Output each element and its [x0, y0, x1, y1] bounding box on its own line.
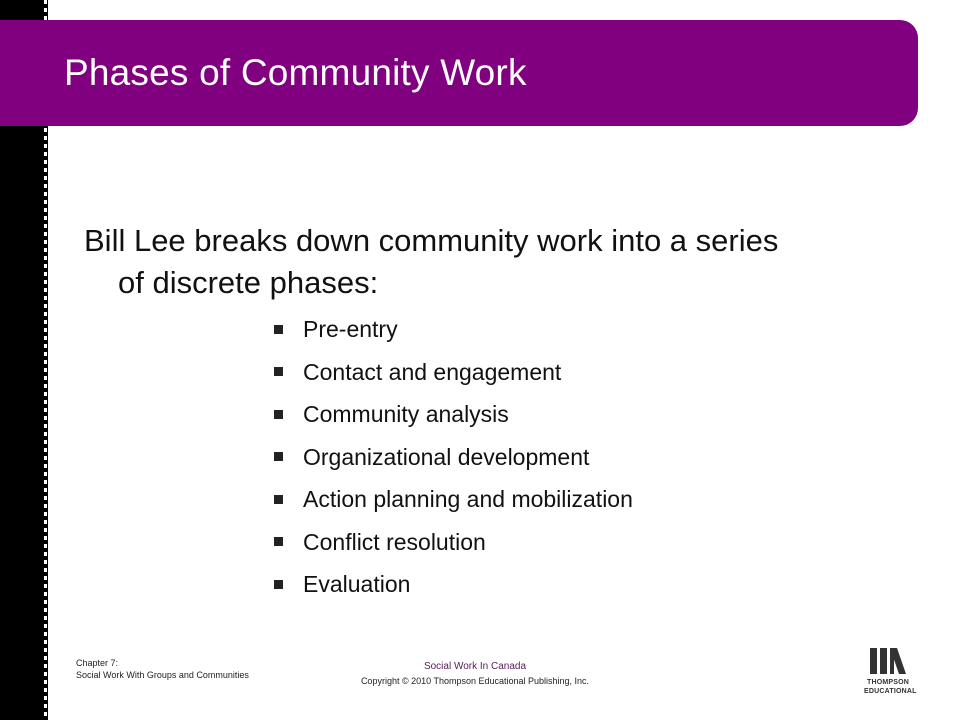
intro-line-1: Bill Lee breaks down community work into a series — [84, 223, 779, 258]
square-bullet-icon — [274, 537, 283, 546]
slide-title: Phases of Community Work — [64, 52, 527, 93]
list-item — [270, 436, 633, 479]
thompson-logo-icon — [868, 646, 908, 676]
square-bullet-icon — [274, 495, 283, 504]
list-item — [270, 521, 633, 564]
list-item — [270, 478, 633, 521]
book-title: Social Work In Canada — [423, 661, 527, 672]
phase-label: Organizational development — [303, 443, 590, 470]
intro-text — [84, 220, 884, 304]
square-bullet-icon — [274, 325, 283, 334]
logo-line-1: THOMPSON — [866, 679, 910, 686]
phase-label: Pre-entry — [303, 316, 398, 342]
list-item — [270, 563, 633, 606]
chapter-title: Social Work With Groups and Communities — [76, 670, 249, 680]
square-bullet-icon — [274, 452, 283, 461]
list-item — [270, 351, 633, 394]
footer-chapter — [76, 657, 249, 681]
publisher-logo — [864, 646, 917, 702]
intro-line-2: of discrete phases: — [118, 265, 379, 300]
phase-label: Contact and engagement — [303, 358, 562, 385]
square-bullet-icon — [274, 367, 283, 376]
list-item — [270, 393, 633, 436]
chapter-number: Chapter 7: — [76, 658, 119, 668]
phases-list — [270, 308, 633, 606]
square-bullet-icon — [274, 410, 283, 419]
logo-line-2: EDUCATIONAL — [864, 688, 917, 695]
phase-label: Conflict resolution — [303, 528, 486, 555]
phase-label: Evaluation — [303, 571, 411, 597]
phase-label: Action planning and mobilization — [303, 486, 633, 512]
logo-wordmark — [864, 678, 917, 696]
phase-label: Community analysis — [303, 401, 509, 427]
list-item — [270, 308, 633, 351]
copyright-notice: Copyright © 2010 Thompson Educational Publishing, Inc. — [360, 676, 590, 686]
square-bullet-icon — [274, 580, 283, 589]
footer-publication — [330, 660, 620, 688]
